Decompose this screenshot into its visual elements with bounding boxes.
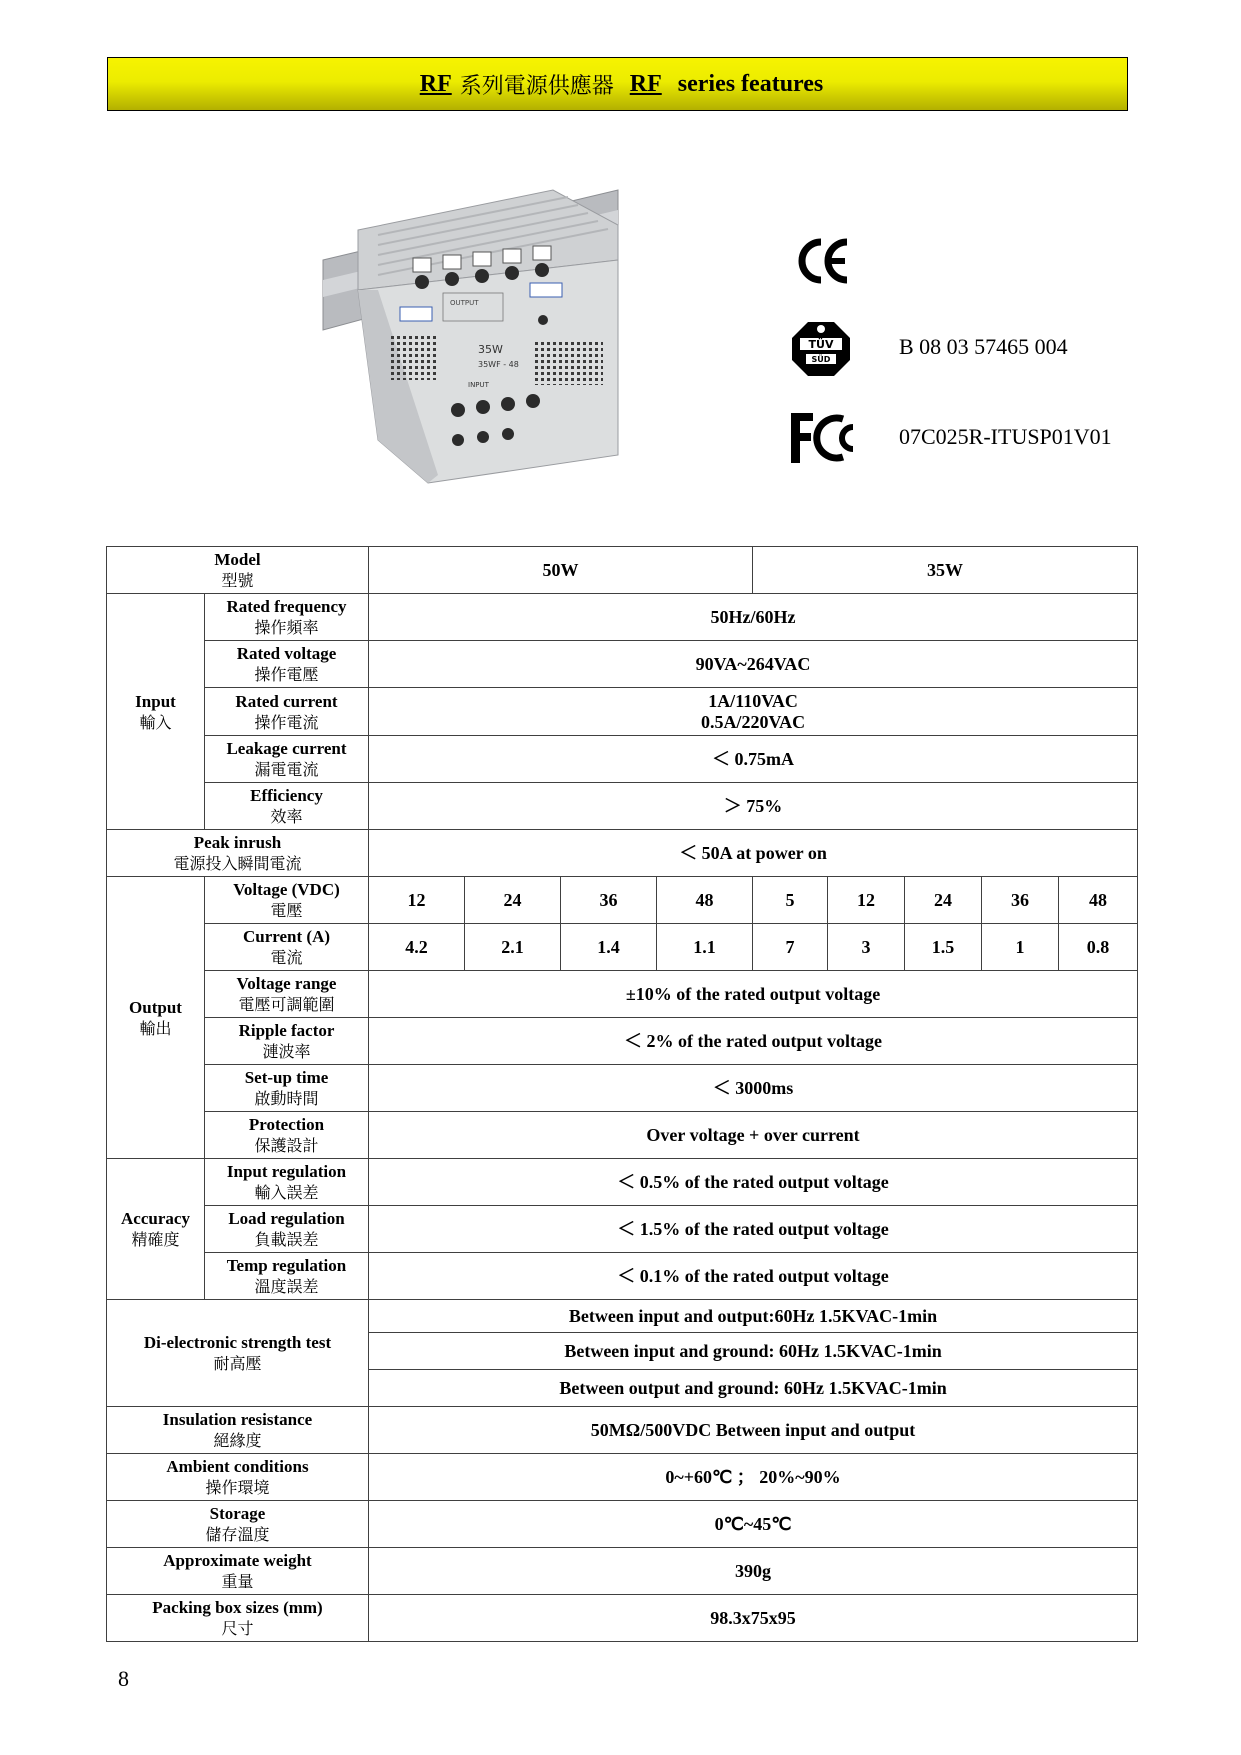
current-cell: 1.5 (905, 924, 982, 971)
model-35w: 35W (753, 547, 1138, 594)
insulation-label: Insulation resistance 絕緣度 (107, 1407, 369, 1454)
svg-text:TÜV: TÜV (808, 338, 834, 351)
storage-label: Storage 儲存溫度 (107, 1501, 369, 1548)
ambient-label: Ambient conditions 操作環境 (107, 1454, 369, 1501)
dielectric-value: Between input and output:60Hz 1.5KVAC-1min (369, 1300, 1138, 1333)
voltage-range-label: Voltage range 電壓可調範圍 (205, 971, 369, 1018)
rated-voltage-value: 90VA~264VAC (369, 641, 1138, 688)
photo-input-text: INPUT (468, 381, 489, 389)
row-efficiency (107, 783, 1138, 830)
current-cell: 4.2 (369, 924, 465, 971)
row-load-regulation (107, 1206, 1138, 1253)
voltage-cell: 24 (905, 877, 982, 924)
accuracy-group-label: Accuracy 精確度 (107, 1159, 205, 1300)
weight-value: 390g (369, 1548, 1138, 1595)
peak-inrush-label: Peak inrush 電源投入瞬間電流 (107, 830, 369, 877)
output-current-label: Current (A) 電流 (205, 924, 369, 971)
row-ripple-factor (107, 1018, 1138, 1065)
tuv-sud-mark-icon (790, 320, 852, 378)
ambient-value: 0~+60℃ ； 20%~90% (369, 1454, 1138, 1501)
rated-voltage-label: Rated voltage 操作電壓 (205, 641, 369, 688)
ripple-factor-value: ＜ 2% of the rated output voltage (369, 1018, 1138, 1065)
title-zh: 系列電源供應器 (459, 73, 614, 99)
setup-time-label: Set-up time 啟動時間 (205, 1065, 369, 1112)
leakage-current-value: ＜ 0.75mA (369, 736, 1138, 783)
product-photo (318, 185, 698, 485)
row-weight (107, 1548, 1138, 1595)
model-label: Model 型號 (107, 547, 369, 594)
voltage-cell: 12 (828, 877, 905, 924)
row-insulation (107, 1407, 1138, 1454)
page-number: 8 (118, 1666, 129, 1691)
photo-model-text: 35W (478, 343, 503, 356)
row-dielectric-1 (107, 1300, 1138, 1333)
row-leakage-current (107, 736, 1138, 783)
row-output-current (107, 924, 1138, 971)
ce-mark-icon (797, 236, 849, 286)
title-en: series features (677, 70, 824, 97)
current-cell: 3 (828, 924, 905, 971)
efficiency-value: ＞ 75% (369, 783, 1138, 830)
fcc-certificate-number: 07C025R-ITUSP01V01 (899, 424, 1112, 449)
voltage-cell: 24 (465, 877, 561, 924)
svg-text:SÜD: SÜD (811, 355, 831, 364)
dielectric-value: Between input and ground: 60Hz 1.5KVAC-1min (369, 1333, 1138, 1370)
efficiency-label: Efficiency 效率 (205, 783, 369, 830)
current-cell: 1.1 (657, 924, 753, 971)
row-input-regulation (107, 1159, 1138, 1206)
temp-regulation-value: ＜ 0.1% of the rated output voltage (369, 1253, 1138, 1300)
voltage-cell: 5 (753, 877, 828, 924)
dielectric-label: Di-electronic strength test 耐高壓 (107, 1300, 369, 1407)
current-cell: 1 (982, 924, 1059, 971)
photo-output-text: OUTPUT (450, 299, 479, 307)
rated-current-value: 1A/110VAC 0.5A/220VAC (369, 688, 1138, 736)
row-rated-voltage (107, 641, 1138, 688)
spec-table (106, 546, 1138, 1642)
weight-label: Approximate weight 重量 (107, 1548, 369, 1595)
row-output-voltage (107, 877, 1138, 924)
input-regulation-value: ＜ 0.5% of the rated output voltage (369, 1159, 1138, 1206)
current-cell: 2.1 (465, 924, 561, 971)
protection-label: Protection 保護設計 (205, 1112, 369, 1159)
load-regulation-value: ＜ 1.5% of the rated output voltage (369, 1206, 1138, 1253)
rated-frequency-label: Rated frequency 操作頻率 (205, 594, 369, 641)
row-model (107, 547, 1138, 594)
load-regulation-label: Load regulation 負載誤差 (205, 1206, 369, 1253)
voltage-cell: 36 (982, 877, 1059, 924)
voltage-range-value: ±10% of the rated output voltage (369, 971, 1138, 1018)
row-peak-inrush (107, 830, 1138, 877)
ripple-factor-label: Ripple factor 漣波率 (205, 1018, 369, 1065)
output-voltage-label: Voltage (VDC) 電壓 (205, 877, 369, 924)
leakage-current-label: Leakage current 漏電電流 (205, 736, 369, 783)
row-rated-frequency (107, 594, 1138, 641)
row-protection (107, 1112, 1138, 1159)
row-voltage-range (107, 971, 1138, 1018)
input-regulation-label: Input regulation 輸入誤差 (205, 1159, 369, 1206)
model-50w: 50W (369, 547, 753, 594)
row-rated-current (107, 688, 1138, 736)
input-group-label: Input 輸入 (107, 594, 205, 830)
insulation-value: 50MΩ/500VDC Between input and output (369, 1407, 1138, 1454)
row-temp-regulation (107, 1253, 1138, 1300)
photo-model-code: 35WF - 48 (478, 360, 519, 369)
current-cell: 0.8 (1059, 924, 1138, 971)
protection-value: Over voltage + over current (369, 1112, 1138, 1159)
row-ambient (107, 1454, 1138, 1501)
row-packing-size (107, 1595, 1138, 1642)
title-series: RF (629, 70, 662, 97)
rated-frequency-value: 50Hz/60Hz (369, 594, 1138, 641)
fcc-mark-icon (787, 409, 867, 467)
peak-inrush-value: ＜ 50A at power on (369, 830, 1138, 877)
rated-current-label: Rated current 操作電流 (205, 688, 369, 736)
row-storage (107, 1501, 1138, 1548)
packing-size-value: 98.3x75x95 (369, 1595, 1138, 1642)
dielectric-value: Between output and ground: 60Hz 1.5KVAC-1min (369, 1370, 1138, 1407)
voltage-cell: 12 (369, 877, 465, 924)
row-setup-time (107, 1065, 1138, 1112)
current-cell: 1.4 (561, 924, 657, 971)
tuv-certificate-number: B 08 03 57465 004 (899, 334, 1068, 359)
voltage-cell: 48 (657, 877, 753, 924)
voltage-cell: 36 (561, 877, 657, 924)
temp-regulation-label: Temp regulation 溫度誤差 (205, 1253, 369, 1300)
title-prefix: RF (419, 70, 452, 97)
current-cell: 7 (753, 924, 828, 971)
storage-value: 0℃~45℃ (369, 1501, 1138, 1548)
voltage-cell: 48 (1059, 877, 1138, 924)
output-group-label: Output 輸出 (107, 877, 205, 1159)
packing-size-label: Packing box sizes (mm) 尺寸 (107, 1595, 369, 1642)
setup-time-value: ＜ 3000ms (369, 1065, 1138, 1112)
title-banner (107, 57, 1128, 111)
